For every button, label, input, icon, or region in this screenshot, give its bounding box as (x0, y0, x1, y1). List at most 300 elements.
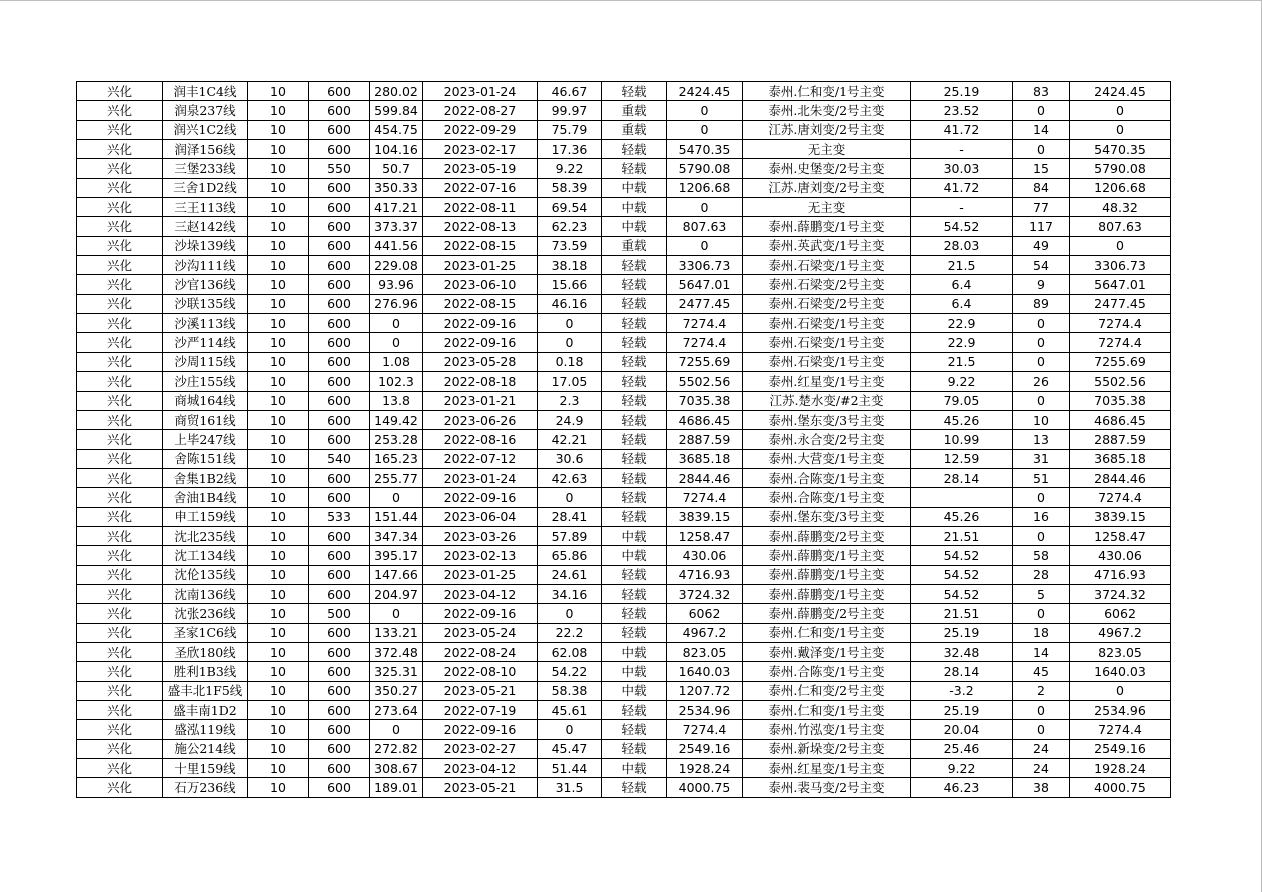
max-load-cell: 93.96 (370, 275, 423, 294)
transformer-cell: 泰州.仁和变/1号主变 (743, 701, 911, 720)
transformer-load-rate-cell: 21.51 (911, 526, 1013, 545)
load-rate-cell: 17.36 (538, 140, 602, 159)
count-cell: 26 (1013, 372, 1070, 391)
feeder-load-table (76, 81, 1171, 798)
load-rate-cell: 69.54 (538, 198, 602, 217)
capacity-cell: 600 (309, 739, 370, 758)
region-cell: 兴化 (77, 546, 163, 565)
load-level-cell: 轻载 (602, 468, 667, 487)
final-capacity-cell: 1640.03 (1070, 662, 1171, 681)
line-name-cell: 三舍1D2线 (163, 178, 248, 197)
line-name-cell: 圣家1C6线 (163, 623, 248, 642)
region-cell: 兴化 (77, 236, 163, 255)
capacity-cell: 600 (309, 720, 370, 739)
line-name-cell: 润泉237线 (163, 101, 248, 120)
date-cell: 2023-02-13 (423, 546, 538, 565)
load-rate-cell: 45.61 (538, 701, 602, 720)
max-load-cell: 204.97 (370, 584, 423, 603)
capacity-cell: 550 (309, 159, 370, 178)
available-capacity-cell: 1258.47 (667, 526, 743, 545)
transformer-cell: 泰州.永合变/2号主变 (743, 430, 911, 449)
capacity-cell: 600 (309, 546, 370, 565)
transformer-load-rate-cell: 25.46 (911, 739, 1013, 758)
line-name-cell: 沙沟111线 (163, 256, 248, 275)
transformer-load-rate-cell: 32.48 (911, 642, 1013, 661)
max-load-cell: 0 (370, 314, 423, 333)
max-load-cell: 350.33 (370, 178, 423, 197)
table-row (77, 236, 1171, 255)
max-load-cell: 189.01 (370, 778, 423, 797)
line-name-cell: 润兴1C2线 (163, 120, 248, 139)
voltage-cell: 10 (248, 256, 309, 275)
region-cell: 兴化 (77, 159, 163, 178)
table-row (77, 294, 1171, 313)
load-rate-cell: 42.21 (538, 430, 602, 449)
line-name-cell: 沙垛139线 (163, 236, 248, 255)
transformer-cell: 无主变 (743, 198, 911, 217)
transformer-cell: 泰州.合陈变/1号主变 (743, 488, 911, 507)
final-capacity-cell: 7274.4 (1070, 314, 1171, 333)
table-row (77, 488, 1171, 507)
capacity-cell: 600 (309, 275, 370, 294)
line-name-cell: 盛丰南1D2 (163, 701, 248, 720)
region-cell: 兴化 (77, 294, 163, 313)
date-cell: 2023-05-21 (423, 681, 538, 700)
transformer-cell: 泰州.薛鹏变/2号主变 (743, 604, 911, 623)
transformer-cell: 泰州.石梁变/1号主变 (743, 352, 911, 371)
available-capacity-cell: 3724.32 (667, 584, 743, 603)
capacity-cell: 600 (309, 82, 370, 101)
date-cell: 2023-01-24 (423, 468, 538, 487)
transformer-load-rate-cell: 25.19 (911, 82, 1013, 101)
transformer-cell: 泰州.石梁变/1号主变 (743, 256, 911, 275)
region-cell: 兴化 (77, 314, 163, 333)
max-load-cell: 133.21 (370, 623, 423, 642)
voltage-cell: 10 (248, 82, 309, 101)
available-capacity-cell: 2844.46 (667, 468, 743, 487)
transformer-load-rate-cell: 54.52 (911, 546, 1013, 565)
available-capacity-cell: 7274.4 (667, 314, 743, 333)
load-rate-cell: 62.23 (538, 217, 602, 236)
table-row (77, 82, 1171, 101)
region-cell: 兴化 (77, 642, 163, 661)
available-capacity-cell: 4967.2 (667, 623, 743, 642)
date-cell: 2022-08-15 (423, 294, 538, 313)
table-row (77, 604, 1171, 623)
capacity-cell: 500 (309, 604, 370, 623)
date-cell: 2023-02-27 (423, 739, 538, 758)
region-cell: 兴化 (77, 352, 163, 371)
load-level-cell: 轻载 (602, 314, 667, 333)
final-capacity-cell: 823.05 (1070, 642, 1171, 661)
line-name-cell: 沙官136线 (163, 275, 248, 294)
date-cell: 2022-07-19 (423, 701, 538, 720)
voltage-cell: 10 (248, 546, 309, 565)
transformer-load-rate-cell: 25.19 (911, 701, 1013, 720)
final-capacity-cell: 3306.73 (1070, 256, 1171, 275)
load-rate-cell: 0 (538, 488, 602, 507)
available-capacity-cell: 7255.69 (667, 352, 743, 371)
transformer-load-rate-cell: 30.03 (911, 159, 1013, 178)
final-capacity-cell: 0 (1070, 236, 1171, 255)
load-level-cell: 轻载 (602, 488, 667, 507)
voltage-cell: 10 (248, 294, 309, 313)
transformer-cell: 泰州.堡东变/3号主变 (743, 410, 911, 429)
count-cell: 13 (1013, 430, 1070, 449)
max-load-cell: 13.8 (370, 391, 423, 410)
capacity-cell: 600 (309, 140, 370, 159)
transformer-load-rate-cell: 41.72 (911, 120, 1013, 139)
max-load-cell: 255.77 (370, 468, 423, 487)
table-row (77, 217, 1171, 236)
count-cell: 84 (1013, 178, 1070, 197)
voltage-cell: 10 (248, 333, 309, 352)
table-row (77, 584, 1171, 603)
transformer-cell: 泰州.北朱变/2号主变 (743, 101, 911, 120)
max-load-cell: 165.23 (370, 449, 423, 468)
transformer-load-rate-cell: 12.59 (911, 449, 1013, 468)
available-capacity-cell: 4716.93 (667, 565, 743, 584)
table-row (77, 701, 1171, 720)
max-load-cell: 325.31 (370, 662, 423, 681)
final-capacity-cell: 0 (1070, 120, 1171, 139)
available-capacity-cell: 430.06 (667, 546, 743, 565)
capacity-cell: 600 (309, 236, 370, 255)
voltage-cell: 10 (248, 449, 309, 468)
date-cell: 2022-08-24 (423, 642, 538, 661)
max-load-cell: 1.08 (370, 352, 423, 371)
date-cell: 2023-01-25 (423, 565, 538, 584)
transformer-load-rate-cell: 22.9 (911, 314, 1013, 333)
load-rate-cell: 31.5 (538, 778, 602, 797)
capacity-cell: 600 (309, 372, 370, 391)
load-rate-cell: 0 (538, 333, 602, 352)
load-level-cell: 轻载 (602, 565, 667, 584)
count-cell: 117 (1013, 217, 1070, 236)
voltage-cell: 10 (248, 662, 309, 681)
capacity-cell: 540 (309, 449, 370, 468)
voltage-cell: 10 (248, 739, 309, 758)
load-rate-cell: 38.18 (538, 256, 602, 275)
load-level-cell: 轻载 (602, 720, 667, 739)
line-name-cell: 商城164线 (163, 391, 248, 410)
max-load-cell: 272.82 (370, 739, 423, 758)
count-cell: 0 (1013, 352, 1070, 371)
max-load-cell: 599.84 (370, 101, 423, 120)
load-level-cell: 轻载 (602, 333, 667, 352)
line-name-cell: 沙联135线 (163, 294, 248, 313)
line-name-cell: 商贸161线 (163, 410, 248, 429)
region-cell: 兴化 (77, 391, 163, 410)
line-name-cell: 润泽156线 (163, 140, 248, 159)
table-row (77, 410, 1171, 429)
line-name-cell: 舍油1B4线 (163, 488, 248, 507)
region-cell: 兴化 (77, 275, 163, 294)
region-cell: 兴化 (77, 623, 163, 642)
region-cell: 兴化 (77, 140, 163, 159)
table-row (77, 623, 1171, 642)
date-cell: 2022-09-16 (423, 314, 538, 333)
date-cell: 2023-06-26 (423, 410, 538, 429)
voltage-cell: 10 (248, 778, 309, 797)
load-level-cell: 轻载 (602, 778, 667, 797)
transformer-cell: 江苏.唐刘变/2号主变 (743, 120, 911, 139)
transformer-load-rate-cell: 23.52 (911, 101, 1013, 120)
transformer-cell: 泰州.石梁变/2号主变 (743, 294, 911, 313)
max-load-cell: 373.37 (370, 217, 423, 236)
transformer-cell: 泰州.薛鹏变/1号主变 (743, 217, 911, 236)
date-cell: 2023-05-21 (423, 778, 538, 797)
transformer-cell: 泰州.石梁变/2号主变 (743, 275, 911, 294)
load-level-cell: 中载 (602, 662, 667, 681)
table-row (77, 333, 1171, 352)
voltage-cell: 10 (248, 701, 309, 720)
load-rate-cell: 73.59 (538, 236, 602, 255)
count-cell: 0 (1013, 140, 1070, 159)
count-cell: 14 (1013, 120, 1070, 139)
table-row (77, 101, 1171, 120)
count-cell: 24 (1013, 759, 1070, 778)
max-load-cell: 149.42 (370, 410, 423, 429)
transformer-load-rate-cell: 20.04 (911, 720, 1013, 739)
max-load-cell: 276.96 (370, 294, 423, 313)
table-row (77, 178, 1171, 197)
table-row (77, 449, 1171, 468)
available-capacity-cell: 5790.08 (667, 159, 743, 178)
transformer-cell: 泰州.戴泽变/1号主变 (743, 642, 911, 661)
transformer-cell: 泰州.薛鹏变/1号主变 (743, 565, 911, 584)
line-name-cell: 沈南136线 (163, 584, 248, 603)
voltage-cell: 10 (248, 178, 309, 197)
count-cell: 51 (1013, 468, 1070, 487)
load-level-cell: 中载 (602, 178, 667, 197)
max-load-cell: 441.56 (370, 236, 423, 255)
load-rate-cell: 51.44 (538, 759, 602, 778)
available-capacity-cell: 2477.45 (667, 294, 743, 313)
load-level-cell: 重载 (602, 101, 667, 120)
count-cell: 15 (1013, 159, 1070, 178)
region-cell: 兴化 (77, 410, 163, 429)
line-name-cell: 三赵142线 (163, 217, 248, 236)
transformer-cell: 泰州.薛鹏变/1号主变 (743, 546, 911, 565)
capacity-cell: 600 (309, 584, 370, 603)
region-cell: 兴化 (77, 372, 163, 391)
count-cell: 0 (1013, 701, 1070, 720)
final-capacity-cell: 1206.68 (1070, 178, 1171, 197)
transformer-load-rate-cell: 25.19 (911, 623, 1013, 642)
transformer-load-rate-cell: - (911, 140, 1013, 159)
table-row (77, 198, 1171, 217)
voltage-cell: 10 (248, 430, 309, 449)
date-cell: 2022-09-16 (423, 333, 538, 352)
date-cell: 2023-02-17 (423, 140, 538, 159)
final-capacity-cell: 2477.45 (1070, 294, 1171, 313)
final-capacity-cell: 430.06 (1070, 546, 1171, 565)
available-capacity-cell: 3839.15 (667, 507, 743, 526)
load-level-cell: 中载 (602, 217, 667, 236)
count-cell: 0 (1013, 101, 1070, 120)
max-load-cell: 280.02 (370, 82, 423, 101)
date-cell: 2022-08-27 (423, 101, 538, 120)
load-level-cell: 轻载 (602, 584, 667, 603)
region-cell: 兴化 (77, 333, 163, 352)
line-name-cell: 舍集1B2线 (163, 468, 248, 487)
line-name-cell: 沈北235线 (163, 526, 248, 545)
table-row (77, 662, 1171, 681)
table-row (77, 314, 1171, 333)
capacity-cell: 600 (309, 623, 370, 642)
load-rate-cell: 62.08 (538, 642, 602, 661)
load-level-cell: 中载 (602, 681, 667, 700)
date-cell: 2022-08-16 (423, 430, 538, 449)
available-capacity-cell: 1928.24 (667, 759, 743, 778)
transformer-load-rate-cell: 21.51 (911, 604, 1013, 623)
transformer-load-rate-cell: 54.52 (911, 584, 1013, 603)
transformer-cell: 泰州.竹泓变/1号主变 (743, 720, 911, 739)
region-cell: 兴化 (77, 430, 163, 449)
voltage-cell: 10 (248, 468, 309, 487)
final-capacity-cell: 3724.32 (1070, 584, 1171, 603)
transformer-load-rate-cell: 21.5 (911, 256, 1013, 275)
final-capacity-cell: 4686.45 (1070, 410, 1171, 429)
load-level-cell: 轻载 (602, 372, 667, 391)
transformer-cell: 江苏.楚水变/#2主变 (743, 391, 911, 410)
available-capacity-cell: 0 (667, 101, 743, 120)
capacity-cell: 533 (309, 507, 370, 526)
load-level-cell: 轻载 (602, 256, 667, 275)
load-level-cell: 轻载 (602, 140, 667, 159)
load-rate-cell: 57.89 (538, 526, 602, 545)
voltage-cell: 10 (248, 410, 309, 429)
voltage-cell: 10 (248, 642, 309, 661)
count-cell: 45 (1013, 662, 1070, 681)
max-load-cell: 0 (370, 720, 423, 739)
count-cell: 58 (1013, 546, 1070, 565)
line-name-cell: 沈伦135线 (163, 565, 248, 584)
load-rate-cell: 42.63 (538, 468, 602, 487)
available-capacity-cell: 5470.35 (667, 140, 743, 159)
max-load-cell: 253.28 (370, 430, 423, 449)
load-rate-cell: 24.61 (538, 565, 602, 584)
voltage-cell: 10 (248, 623, 309, 642)
table-body (77, 82, 1171, 798)
available-capacity-cell: 1207.72 (667, 681, 743, 700)
load-level-cell: 轻载 (602, 352, 667, 371)
line-name-cell: 沙溪113线 (163, 314, 248, 333)
transformer-load-rate-cell: 45.26 (911, 410, 1013, 429)
transformer-load-rate-cell: 46.23 (911, 778, 1013, 797)
count-cell: 0 (1013, 720, 1070, 739)
count-cell: 16 (1013, 507, 1070, 526)
date-cell: 2023-04-12 (423, 584, 538, 603)
voltage-cell: 10 (248, 236, 309, 255)
transformer-cell: 泰州.薛鹏变/1号主变 (743, 584, 911, 603)
load-rate-cell: 99.97 (538, 101, 602, 120)
voltage-cell: 10 (248, 720, 309, 739)
transformer-cell: 泰州.英武变/1号主变 (743, 236, 911, 255)
capacity-cell: 600 (309, 178, 370, 197)
available-capacity-cell: 5502.56 (667, 372, 743, 391)
load-level-cell: 轻载 (602, 430, 667, 449)
final-capacity-cell: 7035.38 (1070, 391, 1171, 410)
voltage-cell: 10 (248, 314, 309, 333)
count-cell: 0 (1013, 604, 1070, 623)
load-level-cell: 轻载 (602, 82, 667, 101)
load-level-cell: 轻载 (602, 739, 667, 758)
transformer-load-rate-cell: 54.52 (911, 565, 1013, 584)
count-cell: 0 (1013, 488, 1070, 507)
region-cell: 兴化 (77, 584, 163, 603)
count-cell: 28 (1013, 565, 1070, 584)
table-row (77, 372, 1171, 391)
capacity-cell: 600 (309, 101, 370, 120)
transformer-cell: 泰州.薛鹏变/2号主变 (743, 526, 911, 545)
capacity-cell: 600 (309, 410, 370, 429)
region-cell: 兴化 (77, 256, 163, 275)
line-name-cell: 三堡233线 (163, 159, 248, 178)
available-capacity-cell: 807.63 (667, 217, 743, 236)
capacity-cell: 600 (309, 256, 370, 275)
capacity-cell: 600 (309, 701, 370, 720)
load-level-cell: 轻载 (602, 275, 667, 294)
available-capacity-cell: 4000.75 (667, 778, 743, 797)
final-capacity-cell: 4000.75 (1070, 778, 1171, 797)
load-level-cell: 轻载 (602, 391, 667, 410)
final-capacity-cell: 7274.4 (1070, 333, 1171, 352)
line-name-cell: 三王113线 (163, 198, 248, 217)
transformer-cell: 泰州.裴马变/2号主变 (743, 778, 911, 797)
count-cell: 77 (1013, 198, 1070, 217)
voltage-cell: 10 (248, 352, 309, 371)
table-row (77, 275, 1171, 294)
count-cell: 24 (1013, 739, 1070, 758)
load-level-cell: 轻载 (602, 507, 667, 526)
load-rate-cell: 45.47 (538, 739, 602, 758)
available-capacity-cell: 7274.4 (667, 720, 743, 739)
available-capacity-cell: 3685.18 (667, 449, 743, 468)
final-capacity-cell: 5790.08 (1070, 159, 1171, 178)
region-cell: 兴化 (77, 604, 163, 623)
capacity-cell: 600 (309, 778, 370, 797)
transformer-load-rate-cell: 28.14 (911, 468, 1013, 487)
count-cell: 89 (1013, 294, 1070, 313)
transformer-load-rate-cell: 9.22 (911, 372, 1013, 391)
load-rate-cell: 58.39 (538, 178, 602, 197)
max-load-cell: 104.16 (370, 140, 423, 159)
capacity-cell: 600 (309, 662, 370, 681)
region-cell: 兴化 (77, 778, 163, 797)
max-load-cell: 151.44 (370, 507, 423, 526)
load-level-cell: 中载 (602, 546, 667, 565)
transformer-load-rate-cell: 21.5 (911, 352, 1013, 371)
final-capacity-cell: 7274.4 (1070, 488, 1171, 507)
region-cell: 兴化 (77, 82, 163, 101)
available-capacity-cell: 7274.4 (667, 333, 743, 352)
transformer-load-rate-cell: 45.26 (911, 507, 1013, 526)
max-load-cell: 0 (370, 604, 423, 623)
line-name-cell: 沈工134线 (163, 546, 248, 565)
final-capacity-cell: 48.32 (1070, 198, 1171, 217)
final-capacity-cell: 3839.15 (1070, 507, 1171, 526)
max-load-cell: 0 (370, 488, 423, 507)
load-level-cell: 轻载 (602, 604, 667, 623)
load-level-cell: 中载 (602, 526, 667, 545)
date-cell: 2022-08-13 (423, 217, 538, 236)
available-capacity-cell: 1640.03 (667, 662, 743, 681)
transformer-cell: 泰州.新垛变/2号主变 (743, 739, 911, 758)
transformer-load-rate-cell (911, 488, 1013, 507)
final-capacity-cell: 5470.35 (1070, 140, 1171, 159)
